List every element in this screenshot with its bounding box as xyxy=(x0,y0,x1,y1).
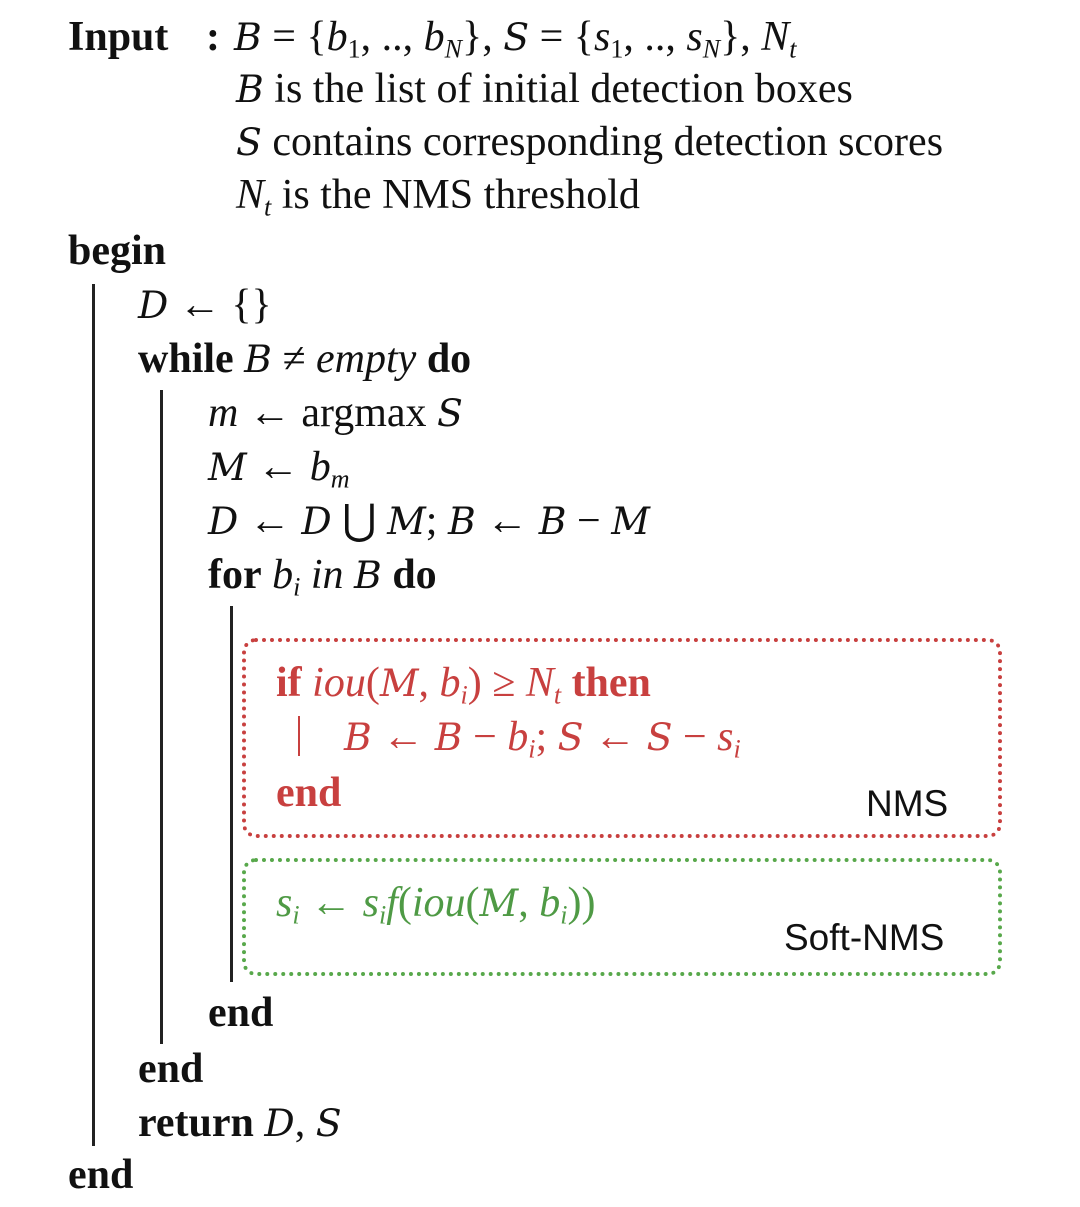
math-token: ← xyxy=(583,714,647,760)
input-colon: : xyxy=(206,14,220,60)
math-token: is the list of initial detection boxes xyxy=(263,66,853,112)
math-token: do xyxy=(392,552,437,598)
soft-nms-rescore-line xyxy=(276,878,595,928)
math-token: ← xyxy=(238,498,302,544)
math-token: ( xyxy=(365,660,380,706)
end-main-line xyxy=(68,1150,133,1200)
soft-nms-label: Soft-NMS xyxy=(784,917,945,958)
math-token: contains corresponding detection scores xyxy=(261,119,944,165)
math-token: i xyxy=(293,572,301,602)
math-token: }, xyxy=(462,14,504,60)
math-token: B xyxy=(236,67,264,111)
math-token: , xyxy=(294,1100,316,1146)
math-token: M xyxy=(479,881,519,925)
math-token: = { xyxy=(261,14,327,60)
math-token: for xyxy=(208,552,262,598)
math-token: − xyxy=(462,714,508,760)
math-token xyxy=(254,1100,265,1146)
input-keyword: Input xyxy=(68,14,169,60)
math-token: , xyxy=(418,660,440,706)
math-token: M xyxy=(208,445,247,489)
math-token: ⋃ xyxy=(331,498,388,544)
math-token: 1 xyxy=(347,34,361,64)
begin-keyword xyxy=(68,226,166,276)
math-token: , xyxy=(518,880,540,926)
argmax-line xyxy=(208,388,463,438)
math-token: m xyxy=(330,464,350,494)
math-token: i xyxy=(528,734,536,764)
math-token: t xyxy=(789,34,797,64)
init-detections-line xyxy=(138,280,272,330)
input-definition-line xyxy=(234,12,797,62)
math-token: S xyxy=(646,715,673,759)
math-token: S xyxy=(315,1101,342,1145)
input-description-threshold xyxy=(236,170,640,220)
math-token: i xyxy=(378,900,387,930)
math-token: ← xyxy=(475,498,539,544)
math-token: if xyxy=(276,660,302,706)
math-token: ← argmax xyxy=(238,390,438,436)
math-token: ← xyxy=(299,880,363,926)
math-token: b xyxy=(507,714,529,760)
math-token: N xyxy=(444,34,463,64)
math-token: b xyxy=(423,14,445,60)
math-token: b xyxy=(326,14,348,60)
nms-end-label: end xyxy=(276,770,342,816)
assign-max-box-line xyxy=(208,442,350,492)
math-token: B xyxy=(434,715,463,759)
math-token: ; xyxy=(535,714,558,760)
for-block-rule xyxy=(230,606,233,982)
math-token: ) ≥ xyxy=(467,660,526,706)
input-header xyxy=(68,12,168,62)
math-token: b xyxy=(439,660,461,706)
math-token: ← {} xyxy=(168,282,272,328)
math-token: B xyxy=(538,499,567,543)
end-while-line xyxy=(138,1044,203,1094)
for-line xyxy=(208,550,437,600)
end-for-line xyxy=(208,988,273,1038)
math-token: i xyxy=(292,900,300,930)
math-token: ← xyxy=(246,444,310,490)
math-token: M xyxy=(379,661,419,705)
math-token: N xyxy=(761,14,790,60)
math-token xyxy=(416,336,427,382)
math-token xyxy=(561,660,572,706)
end-while-label: end xyxy=(138,1046,204,1092)
math-token: M xyxy=(387,499,426,543)
math-token xyxy=(382,552,393,598)
math-token: f xyxy=(386,880,398,926)
nms-end-line xyxy=(276,768,341,818)
math-token: D xyxy=(264,1101,295,1145)
math-token: while xyxy=(138,336,234,382)
math-token: , .., xyxy=(360,14,424,60)
math-token: ( xyxy=(465,880,480,926)
input-description-boxes xyxy=(236,64,853,114)
end-main-label: end xyxy=(68,1152,134,1198)
math-token xyxy=(234,336,245,382)
math-token: m xyxy=(208,390,239,436)
math-token: B xyxy=(244,337,272,381)
math-token: s xyxy=(362,880,379,926)
math-token: s xyxy=(276,880,293,926)
math-token: iou xyxy=(411,880,466,926)
math-token: do xyxy=(426,336,472,382)
math-token: ≠ xyxy=(271,336,317,382)
math-token: N xyxy=(702,34,721,64)
math-token: t xyxy=(553,680,562,710)
math-token: D xyxy=(301,499,332,543)
math-token: B xyxy=(447,499,476,543)
math-token: N xyxy=(525,660,554,706)
update-sets-line xyxy=(208,496,650,546)
return-line xyxy=(138,1098,342,1148)
math-token: t xyxy=(264,192,272,222)
math-token: S xyxy=(557,715,584,759)
math-token: i xyxy=(560,900,568,930)
math-token: − xyxy=(566,498,612,544)
nms-label: NMS xyxy=(866,783,949,824)
math-token: s xyxy=(593,14,611,60)
math-token: s xyxy=(717,714,734,760)
math-token: = { xyxy=(529,14,594,60)
math-token: iou xyxy=(301,660,366,706)
math-token: 1 xyxy=(610,34,624,64)
nms-suppress-line xyxy=(344,712,741,762)
begin-label: begin xyxy=(68,228,167,274)
nms-if-rule xyxy=(298,716,300,756)
math-token: S xyxy=(437,391,463,435)
math-token xyxy=(262,552,273,598)
input-separator xyxy=(206,12,220,62)
math-token: }, xyxy=(720,14,762,60)
math-token: S xyxy=(236,120,262,164)
math-token: in xyxy=(300,552,355,598)
math-token: empty xyxy=(316,336,417,382)
math-token: B xyxy=(344,715,372,759)
math-token: − xyxy=(672,714,718,760)
math-token: i xyxy=(460,680,468,710)
math-token: B xyxy=(234,15,262,59)
math-token: b xyxy=(539,880,561,926)
math-token: D xyxy=(138,283,169,327)
math-token: b xyxy=(309,444,331,490)
nms-if-line xyxy=(276,658,651,708)
math-token: D xyxy=(208,499,239,543)
while-block-rule xyxy=(160,390,163,1044)
while-line xyxy=(138,334,471,384)
math-token: S xyxy=(503,15,530,59)
math-token: )) xyxy=(567,880,596,926)
end-for-label: end xyxy=(208,990,274,1036)
input-description-scores xyxy=(236,117,943,167)
math-token: B xyxy=(354,553,382,597)
math-token: is the NMS threshold xyxy=(271,172,640,218)
math-token: ← xyxy=(371,714,435,760)
math-token: , .., xyxy=(623,14,687,60)
math-token: then xyxy=(571,660,651,706)
math-token: return xyxy=(138,1100,254,1146)
math-token: N xyxy=(236,172,265,218)
math-token: M xyxy=(611,499,650,543)
math-token: b xyxy=(272,552,294,598)
math-token: ( xyxy=(397,880,412,926)
math-token: ; xyxy=(425,498,448,544)
math-token: s xyxy=(686,14,703,60)
begin-block-rule xyxy=(92,284,95,1146)
math-token: i xyxy=(733,734,741,764)
